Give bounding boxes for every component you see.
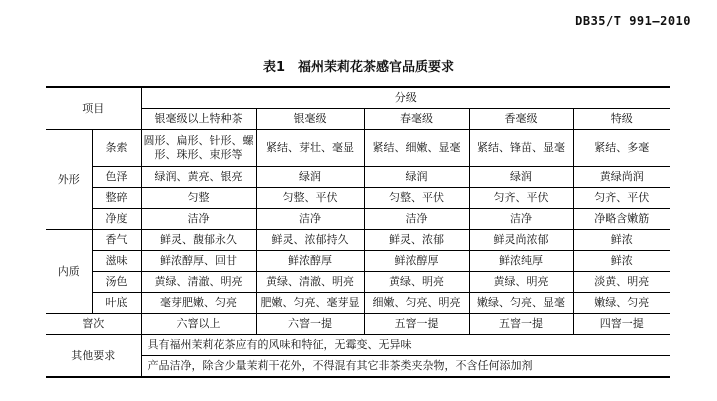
table-cell: 鲜浓 xyxy=(573,230,670,251)
row-label: 香气 xyxy=(92,230,141,251)
table-cell: 净略含嫩筋 xyxy=(573,209,670,230)
table-cell: 淡黄、明亮 xyxy=(573,272,670,293)
table-cell: 黄绿、明亮 xyxy=(469,272,573,293)
row-label: 条索 xyxy=(92,130,141,167)
other-requirement-note: 产品洁净，除含少量茉莉干花外，不得混有其它非茶类夹杂物，不含任何添加剂 xyxy=(141,356,670,378)
table-cell: 黄绿、清澈、明亮 xyxy=(256,272,364,293)
grade-header: 香毫级 xyxy=(469,109,573,130)
table-cell: 鲜浓醇厚、回甘 xyxy=(141,251,256,272)
table-cell: 匀整、平伏 xyxy=(364,188,469,209)
row-label: 滋味 xyxy=(92,251,141,272)
table-cell: 嫩绿、匀亮 xyxy=(573,293,670,314)
table-cell: 黄绿、清澈、明亮 xyxy=(141,272,256,293)
table-row xyxy=(46,230,670,251)
table-cell: 鲜灵、馥郁永久 xyxy=(141,230,256,251)
table-cell: 洁净 xyxy=(256,209,364,230)
table-cell: 五窨一提 xyxy=(364,314,469,335)
group-appearance: 外形 xyxy=(46,130,92,230)
grade-header: 春毫级 xyxy=(364,109,469,130)
row-label: 净度 xyxy=(92,209,141,230)
row-label: 其他要求 xyxy=(46,335,141,378)
table-cell: 绿润、黄亮、银亮 xyxy=(141,167,256,188)
table-cell: 紧结、细嫩、显毫 xyxy=(364,130,469,167)
table-cell: 匀齐、平伏 xyxy=(573,188,670,209)
grade-header: 银毫级以上特种茶 xyxy=(141,109,256,130)
table-cell: 肥嫩、匀亮、毫芽显 xyxy=(256,293,364,314)
table-cell: 匀齐、平伏 xyxy=(469,188,573,209)
table-cell: 绿润 xyxy=(469,167,573,188)
grade-header: 特级 xyxy=(573,109,670,130)
document-code: DB35/T 991—2010 xyxy=(575,14,691,28)
table-row xyxy=(46,335,670,356)
grade-header: 银毫级 xyxy=(256,109,364,130)
table-cell: 圆形、扁形、针形、螺形、珠形、束形等 xyxy=(141,130,256,167)
table-cell: 黄绿尚润 xyxy=(573,167,670,188)
table-row xyxy=(46,130,670,167)
row-label: 叶底 xyxy=(92,293,141,314)
table-row xyxy=(46,251,670,272)
table-cell: 鲜灵、浓郁持久 xyxy=(256,230,364,251)
table-cell: 黄绿、明亮 xyxy=(364,272,469,293)
table-cell: 匀整、平伏 xyxy=(256,188,364,209)
table-row xyxy=(46,293,670,314)
table-cell: 四窨一提 xyxy=(573,314,670,335)
table-cell: 鲜灵、浓郁 xyxy=(364,230,469,251)
table-cell: 鲜浓醇厚 xyxy=(364,251,469,272)
table-cell: 紧结、锋苗、显毫 xyxy=(469,130,573,167)
table-cell: 鲜浓 xyxy=(573,251,670,272)
row-label: 色泽 xyxy=(92,167,141,188)
table-row xyxy=(46,188,670,209)
table-row xyxy=(46,167,670,188)
other-requirement-note: 具有福州茉莉花茶应有的风味和特征，无霉变、无异味 xyxy=(141,335,670,356)
table-cell: 毫芽肥嫩、匀亮 xyxy=(141,293,256,314)
table-cell: 洁净 xyxy=(364,209,469,230)
row-label: 整碎 xyxy=(92,188,141,209)
table-cell: 绿润 xyxy=(364,167,469,188)
table-cell: 匀整 xyxy=(141,188,256,209)
table-row xyxy=(46,314,670,335)
table-cell: 紧结、多毫 xyxy=(573,130,670,167)
table-row xyxy=(46,209,670,230)
header-row-1 xyxy=(46,87,670,109)
table-caption: 表1 福州茉莉花茶感官品质要求 xyxy=(262,60,455,75)
row-label: 窨次 xyxy=(46,314,141,335)
group-internal: 内质 xyxy=(46,230,92,314)
table-row xyxy=(46,272,670,293)
table-cell: 细嫩、匀亮、明亮 xyxy=(364,293,469,314)
table-cell: 鲜浓纯厚 xyxy=(469,251,573,272)
table-cell: 洁净 xyxy=(469,209,573,230)
table-cell: 六窨一提 xyxy=(256,314,364,335)
quality-requirements-table xyxy=(46,86,670,378)
table-cell: 洁净 xyxy=(141,209,256,230)
table-cell: 五窨一提 xyxy=(469,314,573,335)
item-header: 项目 xyxy=(46,87,141,130)
row-label: 汤色 xyxy=(92,272,141,293)
grades-header: 分级 xyxy=(141,87,670,109)
table-cell: 六窨以上 xyxy=(141,314,256,335)
table-cell: 鲜灵尚浓郁 xyxy=(469,230,573,251)
table-cell: 嫩绿、匀亮、显毫 xyxy=(469,293,573,314)
table-cell: 鲜浓醇厚 xyxy=(256,251,364,272)
table-cell: 绿润 xyxy=(256,167,364,188)
table-cell: 紧结、芽壮、毫显 xyxy=(256,130,364,167)
